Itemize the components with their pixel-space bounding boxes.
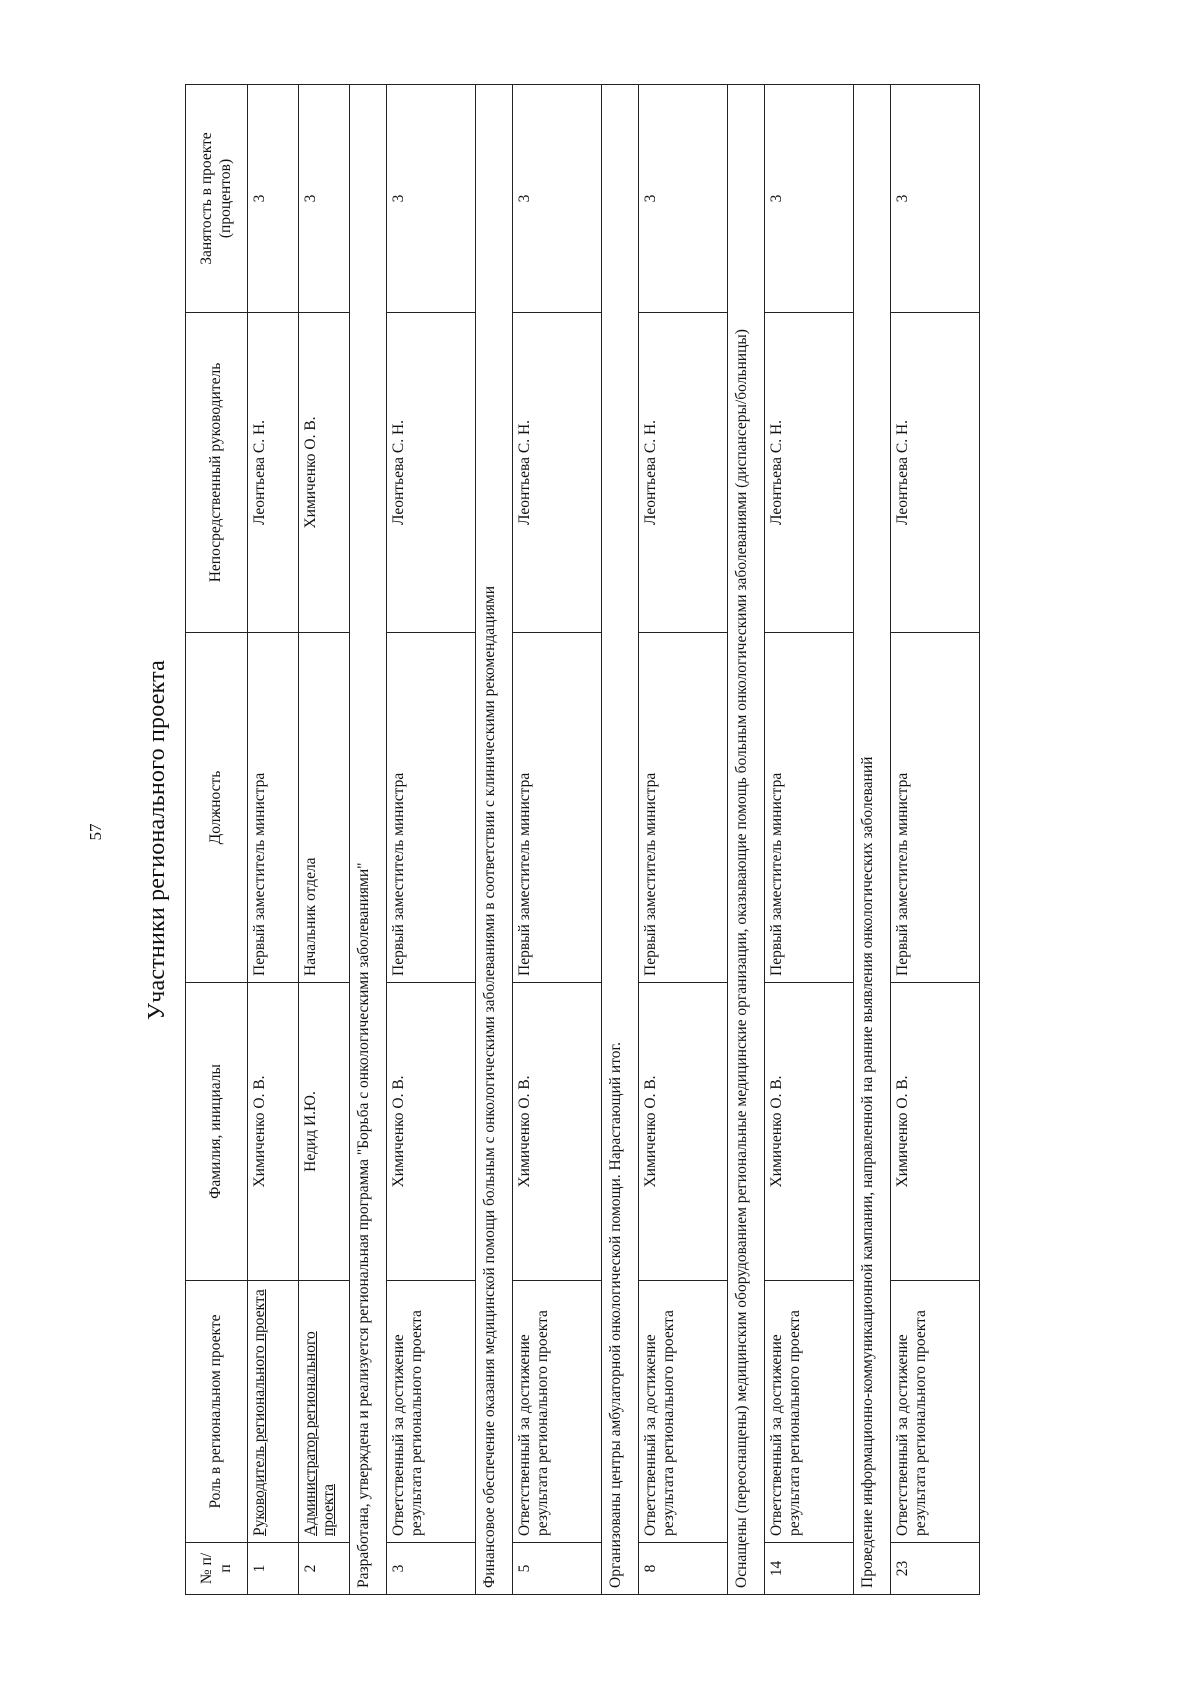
- cell-role: Ответственный за достижение результата регионального проекта: [387, 1281, 476, 1543]
- table-row: [299, 85, 350, 1595]
- section-title: Оснащены (переоснащены) медицинским оборудованием региональные медицинские организации, оказывающие помощь больным онкологическими заболеваниями (диспансеры/больницы): [728, 85, 765, 1595]
- cell-num: 5: [513, 1543, 602, 1595]
- section-row: [350, 85, 387, 1595]
- table-header-row: [186, 85, 248, 1595]
- table-row: [639, 85, 728, 1595]
- page-number: 57: [86, 823, 105, 841]
- cell-name: Недид И.Ю.: [299, 983, 350, 1281]
- table-row: [891, 85, 980, 1595]
- section-title: Организованы центры амбулаторной онкологической помощи. Нарастающий итог.: [602, 85, 639, 1595]
- section-row: [602, 85, 639, 1595]
- cell-num: 1: [248, 1543, 299, 1595]
- cell-manager: Химиченко О. В.: [299, 313, 350, 633]
- cell-manager: Леонтьева С. Н.: [891, 313, 980, 633]
- cell-name: Химиченко О. В.: [248, 983, 299, 1281]
- table-row: [248, 85, 299, 1595]
- header-position: Должность: [186, 633, 248, 983]
- cell-num: 23: [891, 1543, 980, 1595]
- cell-num: 2: [299, 1543, 350, 1595]
- cell-position: Первый заместитель министра: [513, 633, 602, 983]
- cell-num: 14: [765, 1543, 854, 1595]
- cell-load: 3: [891, 85, 980, 313]
- cell-num: 3: [387, 1543, 476, 1595]
- table-row: [387, 85, 476, 1595]
- cell-position: Первый заместитель министра: [891, 633, 980, 983]
- cell-role: Администратор регионального проекта: [299, 1281, 350, 1543]
- cell-load: 3: [387, 85, 476, 313]
- header-load: Занятость в проекте (процентов): [186, 85, 248, 313]
- cell-position: Первый заместитель министра: [765, 633, 854, 983]
- cell-role: Ответственный за достижение результата регионального проекта: [765, 1281, 854, 1543]
- cell-name: Химиченко О. В.: [639, 983, 728, 1281]
- section-row: [476, 85, 513, 1595]
- cell-name: Химиченко О. В.: [513, 983, 602, 1281]
- cell-position: Первый заместитель министра: [639, 633, 728, 983]
- participants-table: [185, 84, 980, 1595]
- landscape-page: [130, 85, 1060, 1595]
- section-title: Проведение информационно-коммуникационной кампании, направленной на ранние выявления онкологических заболеваний: [854, 85, 891, 1595]
- cell-load: 3: [765, 85, 854, 313]
- header-manager: Непосредственный руководитель: [186, 313, 248, 633]
- cell-manager: Леонтьева С. Н.: [513, 313, 602, 633]
- cell-load: 3: [513, 85, 602, 313]
- header-role: Роль в региональном проекте: [186, 1281, 248, 1543]
- cell-position: Начальник отдела: [299, 633, 350, 983]
- cell-role: Ответственный за достижение результата регионального проекта: [639, 1281, 728, 1543]
- table-row: [513, 85, 602, 1595]
- header-num: № п/п: [186, 1543, 248, 1595]
- section-row: [728, 85, 765, 1595]
- cell-num: 8: [639, 1543, 728, 1595]
- section-title: Финансовое обеспечение оказания медицинской помощи больным с онкологическими заболеваниями в соответствии с клиническими рекомендациями: [476, 85, 513, 1595]
- cell-position: Первый заместитель министра: [248, 633, 299, 983]
- table-row: [765, 85, 854, 1595]
- cell-role: Руководитель регионального проекта: [248, 1281, 299, 1543]
- section-row: [854, 85, 891, 1595]
- cell-manager: Леонтьева С. Н.: [639, 313, 728, 633]
- cell-role: Ответственный за достижение результата регионального проекта: [891, 1281, 980, 1543]
- cell-name: Химиченко О. В.: [387, 983, 476, 1281]
- cell-name: Химиченко О. В.: [891, 983, 980, 1281]
- document-title: Участники регионального проекта: [144, 660, 170, 1020]
- header-name: Фамилия, инициалы: [186, 983, 248, 1281]
- cell-manager: Леонтьева С. Н.: [248, 313, 299, 633]
- cell-position: Первый заместитель министра: [387, 633, 476, 983]
- cell-load: 3: [299, 85, 350, 313]
- cell-role: Ответственный за достижение результата регионального проекта: [513, 1281, 602, 1543]
- cell-manager: Леонтьева С. Н.: [387, 313, 476, 633]
- section-title: Разработана, утверждена и реализуется региональная программа "Борьба с онкологическими заболеваниями": [350, 85, 387, 1595]
- cell-load: 3: [639, 85, 728, 313]
- cell-manager: Леонтьева С. Н.: [765, 313, 854, 633]
- cell-name: Химиченко О. В.: [765, 983, 854, 1281]
- cell-load: 3: [248, 85, 299, 313]
